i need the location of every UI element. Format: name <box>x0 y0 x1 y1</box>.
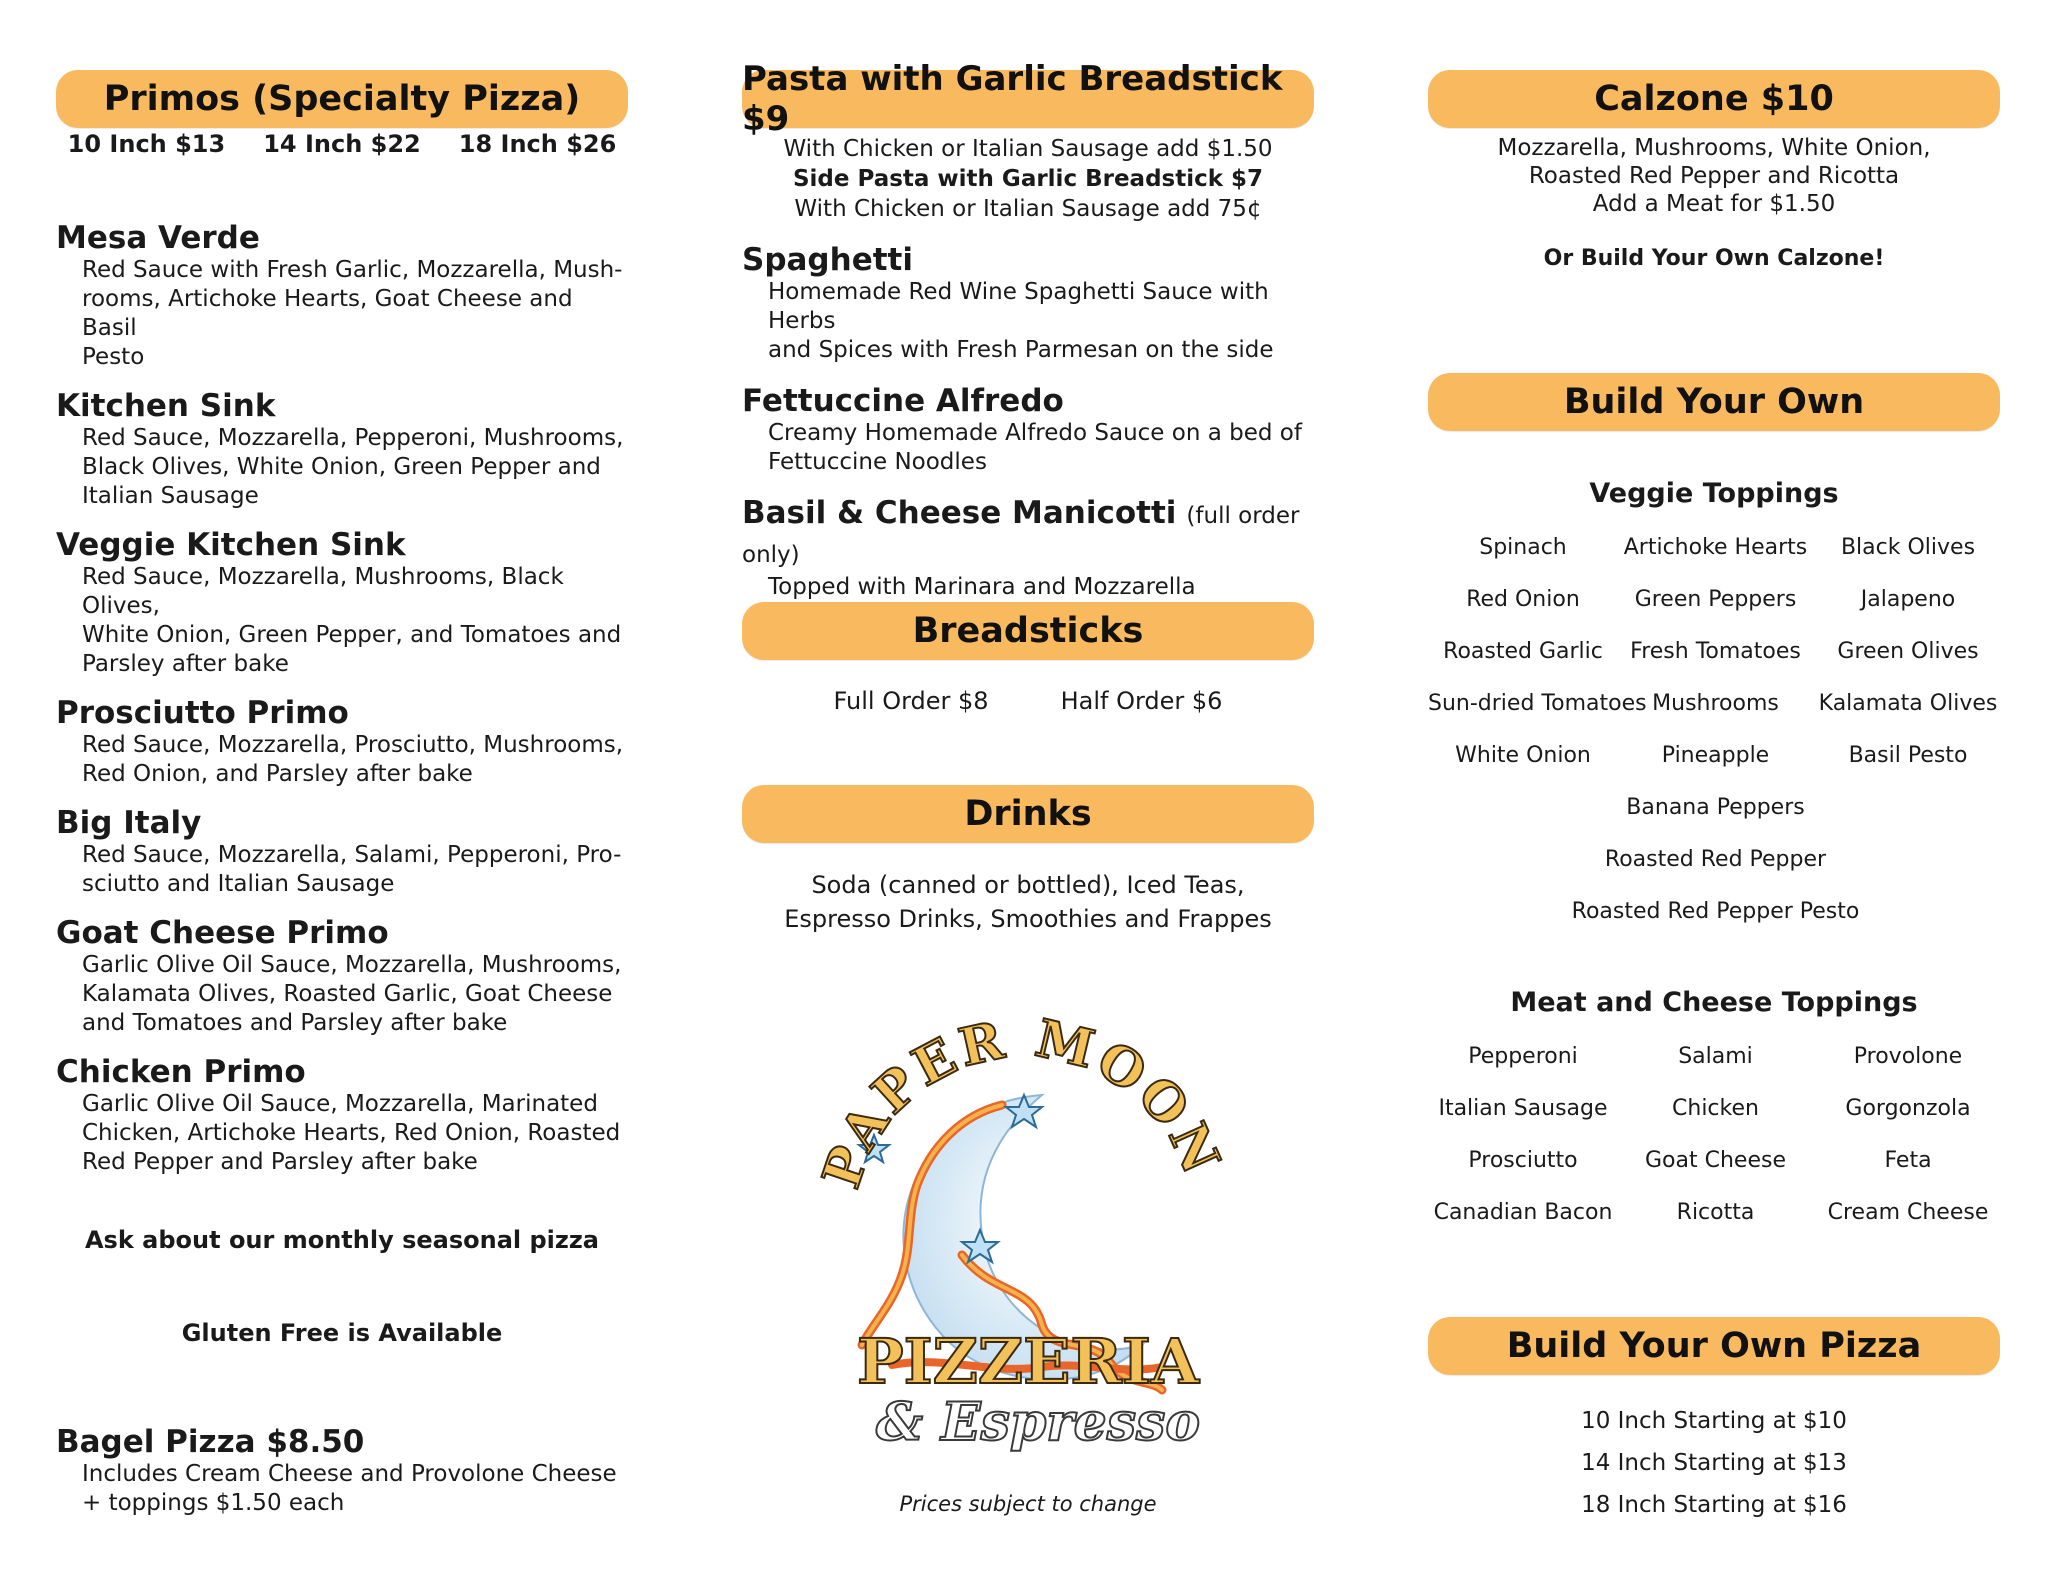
drinks-banner: Drinks <box>742 785 1314 843</box>
topping-item: Chicken <box>1672 1096 1759 1121</box>
calzone-banner: Calzone $10 <box>1428 70 2000 128</box>
topping-item: Fresh Tomatoes <box>1630 639 1801 664</box>
topping-item: Gorgonzola <box>1845 1096 1971 1121</box>
description-line: White Onion, Green Pepper, and Tomatoes and <box>82 622 622 648</box>
byo-price-line: 14 Inch Starting at $13 <box>1581 1450 1847 1476</box>
logo-espresso-text: & Espresso <box>875 1392 1201 1453</box>
veggie-toppings-extra <box>1428 782 2003 938</box>
pizza-item <box>56 1054 628 1177</box>
topping-item: White Onion <box>1455 743 1591 768</box>
paper-moon-logo <box>742 995 1314 1475</box>
breadsticks-half-order: Half Order $6 <box>1060 687 1223 715</box>
size-price-14: 14 Inch $22 <box>263 130 421 158</box>
pizza-name: Mesa Verde <box>56 220 260 256</box>
byo-price-line: 18 Inch Starting at $16 <box>1581 1492 1847 1518</box>
description-line: Parsley after bake <box>82 651 289 677</box>
gluten-free-note: Gluten Free is Available <box>181 1319 503 1347</box>
pasta-addons <box>742 134 1314 224</box>
topping-item: Banana Peppers <box>1626 795 1805 820</box>
pizza-name: Chicken Primo <box>56 1054 306 1090</box>
calzone-line: Roasted Red Pepper and Ricotta <box>1528 163 1900 189</box>
specialty-pizza-list <box>56 220 628 1193</box>
bagel-pizza-description <box>82 1460 628 1518</box>
pizza-description <box>82 256 628 372</box>
specialty-pizza-banner: Primos (Specialty Pizza) <box>56 70 628 128</box>
logo-pizzeria-text: PIZZERIA <box>856 1325 1200 1398</box>
build-calzone-note: Or Build Your Own Calzone! <box>1543 246 1885 271</box>
pasta-banner: Pasta with Garlic Breadstick $9 <box>742 70 1314 128</box>
topping-item: Feta <box>1884 1148 1932 1173</box>
description-line: Fettuccine Noodles <box>768 449 987 475</box>
description-line: rooms, Artichoke Hearts, Goat Cheese and Basil <box>82 286 573 341</box>
breadsticks-prices <box>742 687 1314 715</box>
description-line: Red Pepper and Parsley after bake <box>82 1149 478 1175</box>
topping-item: Canadian Bacon <box>1433 1200 1613 1225</box>
prices-subject-note: Prices subject to change <box>899 1492 1157 1516</box>
description-line: Italian Sausage <box>82 483 259 509</box>
breadsticks-full-order: Full Order $8 <box>833 687 989 715</box>
pizza-name: Kitchen Sink <box>56 388 276 424</box>
topping-item: Kalamata Olives <box>1818 691 1998 716</box>
byo-price-line: 10 Inch Starting at $10 <box>1581 1408 1847 1434</box>
pasta-description <box>768 573 1314 602</box>
description-line: Creamy Homemade Alfredo Sauce on a bed of <box>768 420 1302 446</box>
side-pasta-line: Side Pasta with Garlic Breadstick $7 <box>792 166 1264 192</box>
addon-line: With Chicken or Italian Sausage add $1.50 <box>783 136 1273 162</box>
topping-item: Black Olives <box>1840 535 1976 560</box>
description-line: Red Sauce, Mozzarella, Prosciutto, Mushrooms, <box>82 732 624 758</box>
pasta-description <box>768 419 1314 477</box>
pizza-name: Big Italy <box>56 805 202 841</box>
pasta-list <box>742 242 1314 620</box>
topping-item: Provolone <box>1853 1044 1963 1069</box>
topping-item: Jalapeno <box>1860 587 1956 612</box>
build-your-own-pizza-banner: Build Your Own Pizza <box>1428 1317 2000 1375</box>
pizza-item <box>56 695 628 789</box>
pizza-size-prices <box>56 130 628 158</box>
pizza-description <box>82 731 628 789</box>
byo-pizza-prices <box>1428 1400 2000 1526</box>
topping-item: Goat Cheese <box>1645 1148 1786 1173</box>
topping-item: Roasted Red Pepper <box>1604 847 1827 872</box>
description-line: Red Sauce, Mozzarella, Mushrooms, Black Olives, <box>82 564 564 619</box>
description-line: Pesto <box>82 344 145 370</box>
veggie-toppings-title: Veggie Toppings <box>1589 478 1839 509</box>
pasta-item <box>742 383 1314 477</box>
description-line: Homemade Red Wine Spaghetti Sauce with Herbs <box>768 279 1269 334</box>
pizza-description <box>82 424 628 511</box>
description-line: Red Onion, and Parsley after bake <box>82 761 473 787</box>
calzone-description <box>1428 134 2000 218</box>
topping-item: Sun-dried Tomatoes <box>1428 691 1647 716</box>
pizza-item <box>56 527 628 679</box>
pasta-description <box>768 278 1314 365</box>
description-line: Garlic Olive Oil Sauce, Mozzarella, Mushrooms, <box>82 952 622 978</box>
calzone-line: Add a Meat for $1.50 <box>1592 191 1836 217</box>
topping-item: Roasted Red Pepper Pesto <box>1571 899 1860 924</box>
pizza-description <box>82 1090 628 1177</box>
pizza-description <box>82 951 628 1038</box>
pizza-name: Goat Cheese Primo <box>56 915 389 951</box>
pizza-description <box>82 563 628 679</box>
description-line: Chicken, Artichoke Hearts, Red Onion, Roasted <box>82 1120 621 1146</box>
topping-item: Roasted Garlic <box>1443 639 1603 664</box>
pizza-item <box>56 388 628 511</box>
size-price-10: 10 Inch $13 <box>67 130 226 158</box>
topping-item: Ricotta <box>1676 1200 1755 1225</box>
pasta-name-text: Basil & Cheese Manicotti <box>742 495 1177 531</box>
drinks-list <box>742 868 1314 936</box>
topping-item: Pineapple <box>1661 743 1770 768</box>
pasta-name <box>742 495 1314 573</box>
veggie-toppings-grid <box>1428 522 2003 782</box>
description-line: Garlic Olive Oil Sauce, Mozzarella, Marinated <box>82 1091 598 1117</box>
topping-item: Green Olives <box>1837 639 1979 664</box>
pizza-item <box>56 915 628 1038</box>
logo-arc-text: PAPER MOON <box>810 1007 1234 1196</box>
topping-item: Salami <box>1678 1044 1753 1069</box>
addon-line: With Chicken or Italian Sausage add 75¢ <box>794 196 1262 222</box>
topping-item: Basil Pesto <box>1848 743 1968 768</box>
seasonal-pizza-note: Ask about our monthly seasonal pizza <box>84 1226 600 1254</box>
topping-item: Artichoke Hearts <box>1623 535 1808 560</box>
bagel-pizza-item <box>56 1424 628 1518</box>
description-line: Red Sauce, Mozzarella, Salami, Pepperoni, Pro- <box>82 842 622 868</box>
pizza-item <box>56 805 628 899</box>
pasta-name: Spaghetti <box>742 242 913 278</box>
meat-cheese-toppings-grid <box>1428 1031 2003 1239</box>
topping-item: Mushrooms <box>1652 691 1779 716</box>
breadsticks-banner: Breadsticks <box>742 602 1314 660</box>
meat-cheese-toppings-title: Meat and Cheese Toppings <box>1510 987 1918 1018</box>
topping-item: Italian Sausage <box>1438 1096 1608 1121</box>
description-line: Topped with Marinara and Mozzarella <box>768 574 1196 600</box>
pasta-item <box>742 242 1314 365</box>
full-order-hint: (full order only) <box>742 503 1300 568</box>
topping-item: Cream Cheese <box>1827 1200 1989 1225</box>
description-line: Red Sauce with Fresh Garlic, Mozzarella, Mush- <box>82 257 623 283</box>
topping-item: Prosciutto <box>1468 1148 1578 1173</box>
description-line: and Spices with Fresh Parmesan on the side <box>768 337 1274 363</box>
description-line: Includes Cream Cheese and Provolone Cheese <box>82 1461 617 1487</box>
topping-item: Red Onion <box>1466 587 1580 612</box>
pizza-name: Prosciutto Primo <box>56 695 349 731</box>
topping-item: Pepperoni <box>1468 1044 1578 1069</box>
pizza-description <box>82 841 628 899</box>
drinks-line: Espresso Drinks, Smoothies and Frappes <box>784 905 1272 933</box>
pasta-item <box>742 495 1314 602</box>
description-line: + toppings $1.50 each <box>82 1490 345 1516</box>
pizza-name: Veggie Kitchen Sink <box>56 527 406 563</box>
description-line: and Tomatoes and Parsley after bake <box>82 1010 508 1036</box>
pasta-name: Fettuccine Alfredo <box>742 383 1064 419</box>
drinks-line: Soda (canned or bottled), Iced Teas, <box>811 871 1245 899</box>
description-line: Black Olives, White Onion, Green Pepper and <box>82 454 601 480</box>
description-line: sciutto and Italian Sausage <box>82 871 395 897</box>
build-your-own-banner: Build Your Own <box>1428 373 2000 431</box>
topping-item: Green Peppers <box>1634 587 1797 612</box>
calzone-line: Mozzarella, Mushrooms, White Onion, <box>1497 135 1931 161</box>
description-line: Kalamata Olives, Roasted Garlic, Goat Cheese <box>82 981 613 1007</box>
description-line: Red Sauce, Mozzarella, Pepperoni, Mushrooms, <box>82 425 624 451</box>
topping-item: Spinach <box>1479 535 1567 560</box>
bagel-pizza-name: Bagel Pizza $8.50 <box>56 1424 365 1460</box>
pizza-item <box>56 220 628 372</box>
size-price-18: 18 Inch $26 <box>458 130 617 158</box>
